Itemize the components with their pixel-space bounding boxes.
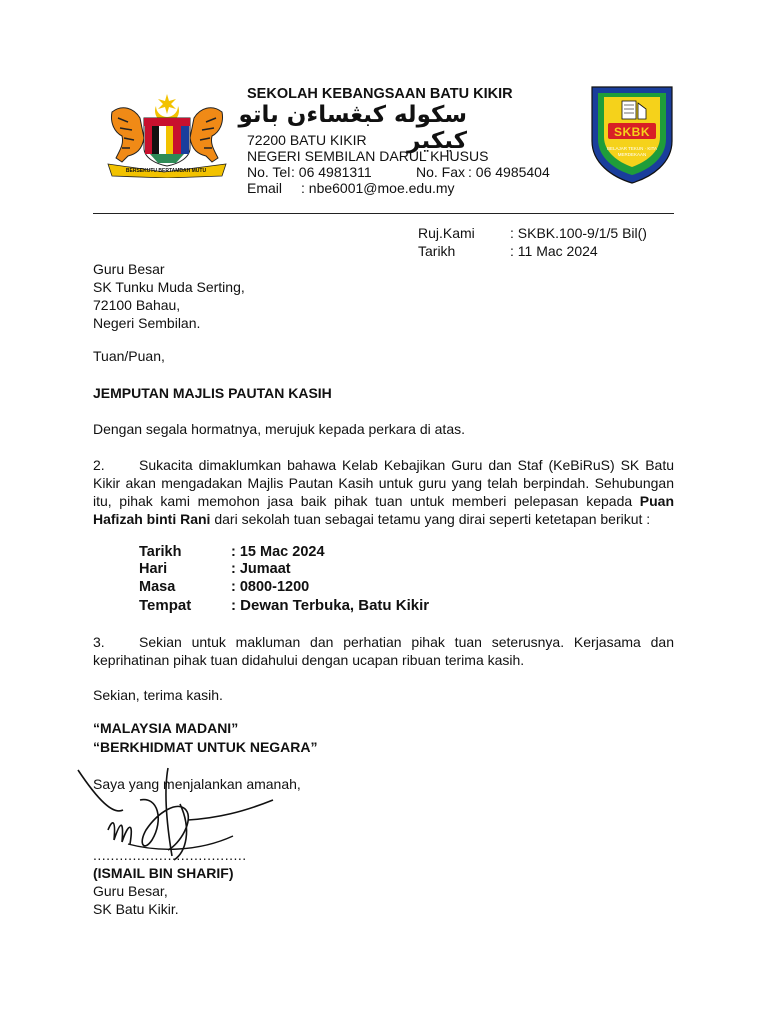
school-name: SEKOLAH KEBANGSAAN BATU KIKIR bbox=[247, 86, 513, 102]
reference-ruj bbox=[418, 225, 647, 241]
header-divider bbox=[93, 213, 674, 214]
detail-value: : 15 Mac 2024 bbox=[231, 544, 325, 560]
paragraph-3 bbox=[93, 633, 674, 669]
ruj-label: Ruj.Kami bbox=[418, 225, 475, 241]
school-email bbox=[247, 180, 455, 196]
paragraph-3-text: Sekian untuk makluman dan perhatian pihak tuan seterusnya. Kerjasama dan keprihatinan pihak tuan didahului dengan ucapan ribuan terima kasih. bbox=[93, 634, 674, 668]
date-label: Tarikh bbox=[418, 243, 456, 259]
signatory-title: Guru Besar, bbox=[93, 883, 168, 899]
closing-line: Sekian, terima kasih. bbox=[93, 687, 223, 703]
detail-row-day bbox=[139, 561, 291, 577]
slogan-berkhidmat: “BERKHIDMAT UNTUK NEGARA” bbox=[93, 739, 318, 755]
date-value: : 11 Mac 2024 bbox=[510, 243, 598, 259]
detail-label: Tempat bbox=[139, 597, 192, 614]
paragraph-2 bbox=[93, 456, 674, 528]
recipient-line: Guru Besar bbox=[93, 261, 165, 277]
recipient-address bbox=[93, 260, 674, 332]
ruj-value: : SKBK.100-9/1/5 Bil() bbox=[510, 225, 647, 241]
detail-label: Hari bbox=[139, 561, 168, 577]
school-postcode-town: 72200 BATU KIKIR bbox=[247, 132, 367, 148]
detail-value: : 0800-1200 bbox=[231, 579, 310, 595]
school-name-jawi: سکوله کبڠساءن باتو کيکير bbox=[238, 102, 467, 154]
school-state: NEGERI SEMBILAN DARUL KHUSUS bbox=[247, 148, 489, 164]
tel-label: No. Tel bbox=[247, 164, 291, 180]
detail-row-date bbox=[139, 544, 325, 560]
detail-row-venue bbox=[139, 597, 429, 614]
signature-dots: ................................... bbox=[93, 847, 247, 863]
tel-value: : 06 4981311 bbox=[291, 164, 372, 180]
signatory-school: SK Batu Kikir. bbox=[93, 901, 179, 917]
signatory-name: (ISMAIL BIN SHARIF) bbox=[93, 865, 234, 881]
email-label: Email bbox=[247, 180, 283, 196]
detail-value: : Dewan Terbuka, Batu Kikir bbox=[231, 597, 430, 614]
paragraph-number: 3. bbox=[93, 634, 105, 650]
slogan-malaysia-madani: “MALAYSIA MADANI” bbox=[93, 720, 239, 736]
detail-label: Masa bbox=[139, 579, 176, 595]
recipient-line: 72100 Bahau, bbox=[93, 297, 181, 313]
email-value[interactable]: : nbe6001@moe.edu.my bbox=[301, 180, 455, 196]
signoff-line: Saya yang menjalankan amanah, bbox=[93, 776, 301, 792]
recipient-line: SK Tunku Muda Serting, bbox=[93, 279, 245, 295]
salutation: Tuan/Puan, bbox=[93, 348, 165, 364]
detail-label: Tarikh bbox=[139, 544, 182, 560]
crest-motto-text: BERSEKUTU BERTAMBAH MUTU bbox=[125, 168, 207, 174]
school-logo-text: SKBK bbox=[613, 125, 650, 139]
detail-row-time bbox=[139, 579, 309, 595]
paragraph-number: 2. bbox=[93, 457, 105, 473]
letter-subject: JEMPUTAN MAJLIS PAUTAN KASIH bbox=[93, 385, 332, 401]
school-logo-motto: BELAJAR TEKUN · KITA MERDEKAAN bbox=[606, 146, 658, 157]
malaysia-coat-of-arms-logo bbox=[104, 92, 230, 178]
paragraph-2-text: Sukacita dimaklumkan bahawa Kelab Kebajikan Guru dan Staf (KeBiRuS) SK Batu Kikir akan mengadakan Majlis Pautan Kasih untuk guru yang telah berpindah. Sehubungan itu, pihak kami memohon jasa baik pihak tuan untuk memberi pelepasan kepada bbox=[93, 457, 674, 509]
paragraph-2-text-after: dari sekolah tuan sebagai tetamu yang dirai seperti ketetapan berikut : bbox=[214, 511, 651, 527]
fax-label: No. Fax bbox=[416, 164, 466, 180]
guest-name: Puan Hafizah binti Rani bbox=[93, 493, 674, 527]
opening-line: Dengan segala hormatnya, merujuk kepada perkara di atas. bbox=[93, 421, 465, 437]
recipient-line: Negeri Sembilan. bbox=[93, 315, 201, 331]
reference-date bbox=[418, 243, 598, 259]
school-tel-fax bbox=[247, 164, 550, 180]
detail-value: : Jumaat bbox=[231, 561, 291, 577]
fax-value: : 06 4985404 bbox=[468, 164, 550, 180]
